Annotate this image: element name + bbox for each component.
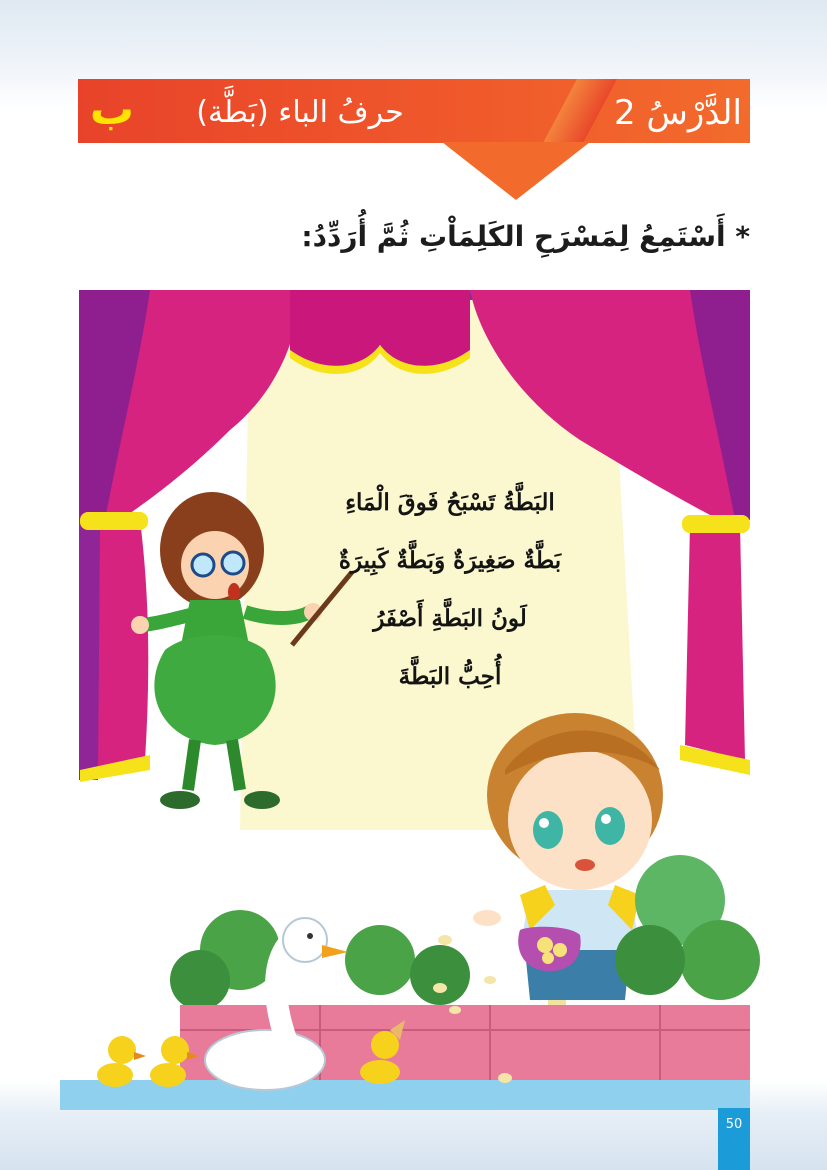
curtain-left-edge — [79, 520, 100, 780]
curtain-left-tieback — [80, 512, 148, 530]
lesson-letter: ب — [89, 84, 135, 135]
curtain-right-tieback — [682, 515, 750, 533]
poem — [300, 480, 600, 712]
page-number: 50 — [718, 1108, 750, 1170]
curtain-right-lower — [685, 525, 745, 760]
poem-line: بَطَّةٌ صَغِيرَةٌ وَبَطَّةٌ كَبِيرَةٌ — [338, 547, 562, 574]
poem-line: أُحِبُّ البَطَّةَ — [398, 663, 502, 690]
lesson-number: الدَّرْسُ 2 — [613, 93, 742, 133]
lesson-title: حرفُ الباء (بَطَّة) — [196, 95, 404, 130]
poem-line: البَطَّةُ تَسْبَحُ فَوقَ الْمَاءِ — [345, 489, 555, 516]
garden-bushes — [170, 855, 760, 1010]
poem-line: لَونُ البَطَّةِ أَصْفَرُ — [373, 605, 527, 632]
instruction-text: * أَسْتَمِعُ لِمَسْرَحِ الكَلِمَاْتِ ثُمَّ أُرَدِّدُ: — [301, 220, 750, 253]
